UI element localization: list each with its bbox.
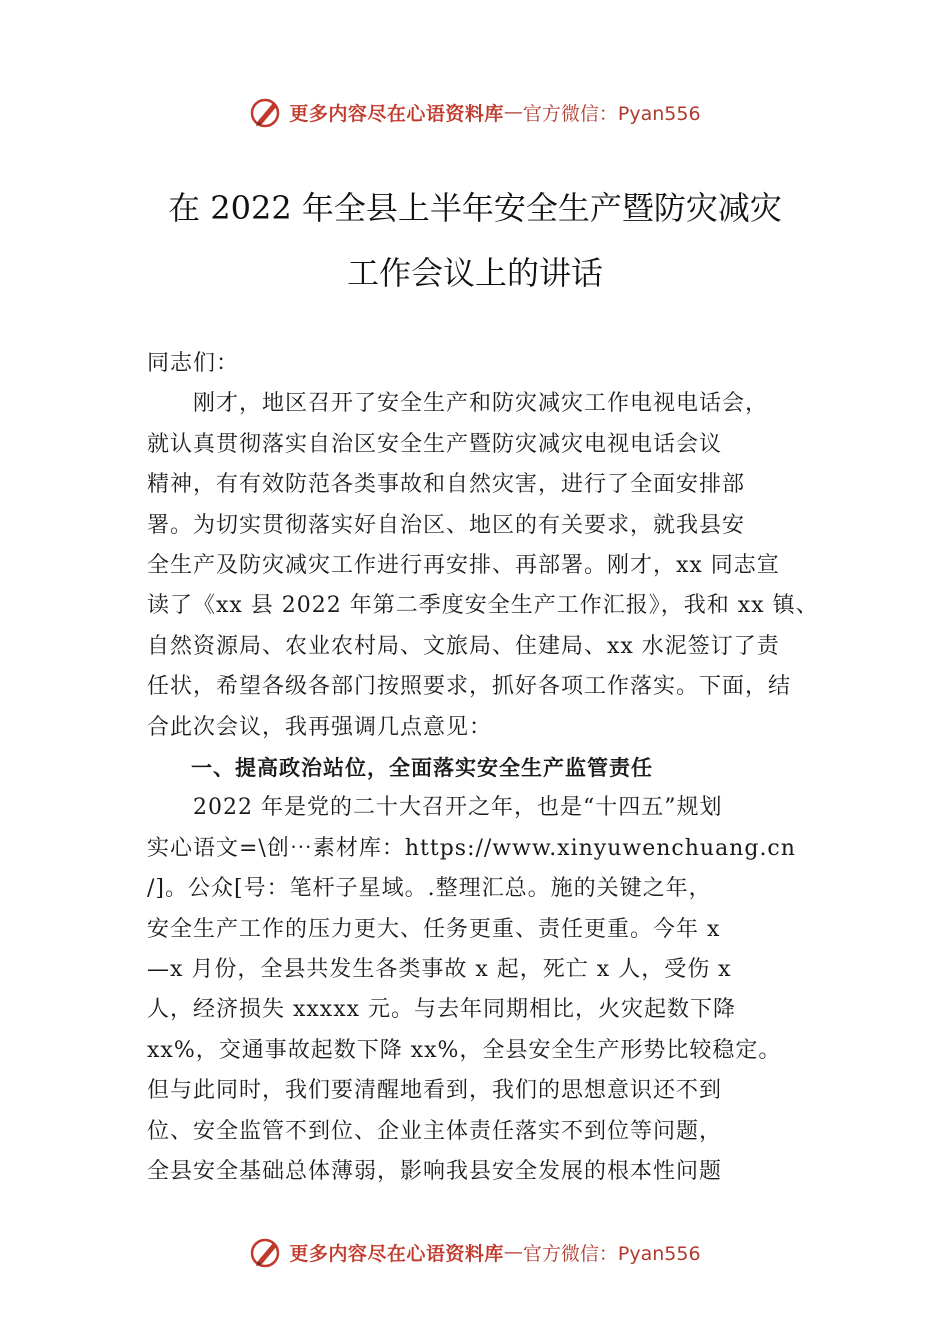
body-line: 同志们： [147, 351, 240, 376]
body-line: 安全生产工作的压力更大、任务更重、责任更重。今年 x [147, 917, 721, 942]
body-line: /]。公众[号：笔杆子星域。.整理汇总。施的关键之年， [147, 876, 712, 901]
body-line: xx%，交通事故起数下降 xx%，全县安全生产形势比较稳定。 [147, 1038, 782, 1063]
banner-separator: — [503, 101, 523, 123]
body-line: 刚才，地区召开了安全生产和防灾减灾工作电视电话会， [147, 391, 769, 416]
body-line: 合此次会议，我再强调几点意见： [147, 715, 493, 740]
body-line: 就认真贯彻落实自治区安全生产暨防灾减灾电视电话会议 [147, 432, 723, 457]
banner-main-text: 更多内容尽在心语资料库 [289, 102, 504, 125]
banner-main-text: 更多内容尽在心语资料库 [289, 1242, 504, 1265]
pen-logo-icon [249, 1235, 283, 1269]
document-title-line-1: 在 2022 年全县上半年安全生产暨防灾减灾 [168, 189, 782, 227]
section-heading: 一、提高政治站位，全面落实安全生产监管责任 [147, 756, 653, 780]
body-line: 读了《xx 县 2022 年第二季度安全生产工作汇报》，我和 xx 镇、 [147, 593, 819, 618]
banner-wechat-text: 官方微信：Pyan556 [522, 1242, 701, 1265]
pen-logo-icon [249, 95, 283, 129]
body-line: 任状，希望各级各部门按照要求，抓好各项工作落实。下面，结 [147, 674, 792, 699]
body-line: 人，经济损失 xxxxx 元。与去年同期相比，火灾起数下降 [147, 997, 737, 1022]
document-title-line-2: 工作会议上的讲话 [346, 254, 603, 292]
body-line: 全县安全基础总体薄弱，影响我县安全发展的根本性问题 [147, 1159, 723, 1184]
body-line: 全生产及防灾减灾工作进行再安排、再部署。刚才，xx 同志宣 [147, 553, 780, 578]
body-line: 自然资源局、农业农村局、文旅局、住建局、xx 水泥签订了责 [147, 634, 780, 659]
body-line: —x 月份，全县共发生各类事故 x 起，死亡 x 人，受伤 x [147, 957, 732, 982]
body-line: 实心语文=\创⋯素材库：https://www.xinyuwenchuang.cn [147, 836, 796, 861]
banner-separator: — [503, 1241, 523, 1263]
footer-banner [0, 1232, 950, 1272]
body-line: 署。为切实贯彻落实好自治区、地区的有关要求，就我县安 [147, 513, 746, 538]
body-line: 位、安全监管不到位、企业主体责任落实不到位等问题， [147, 1119, 723, 1144]
header-banner [0, 92, 950, 132]
body-line: 但与此同时，我们要清醒地看到，我们的思想意识还不到 [147, 1078, 723, 1103]
body-line: 精神，有有效防范各类事故和自然灾害，进行了全面安排部 [147, 472, 746, 497]
banner-wechat-text: 官方微信：Pyan556 [522, 102, 701, 125]
body-line: 2022 年是党的二十大召开之年，也是“十四五”规划 [147, 795, 723, 820]
